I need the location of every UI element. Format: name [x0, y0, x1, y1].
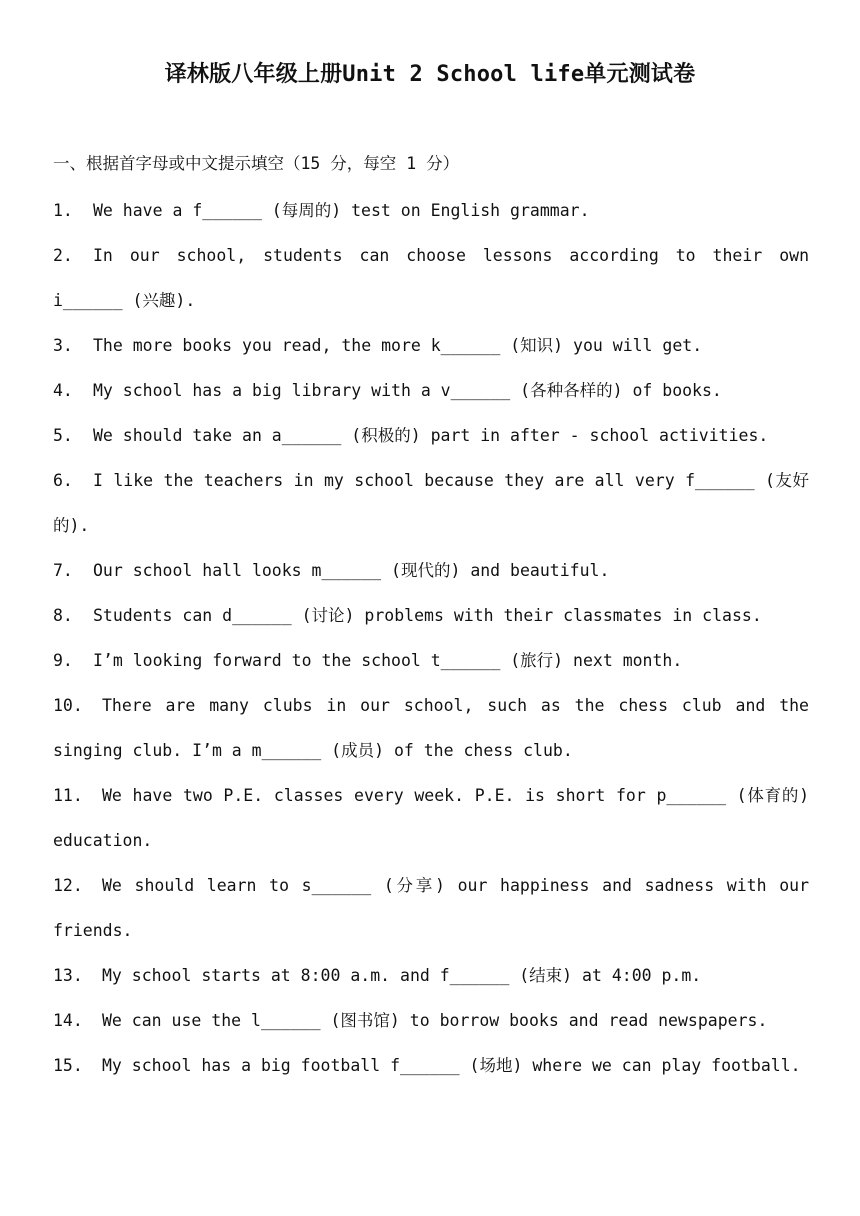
- question-11: [53, 773, 809, 863]
- question-text: In our school, students can choose lessons according to their own i______ (兴趣).: [53, 246, 809, 310]
- question-3: [53, 323, 809, 368]
- question-text: We can use the l______ (图书馆) to borrow books and read newspapers.: [102, 1011, 768, 1030]
- question-text: There are many clubs in our school, such as the chess club and the singing club. I’m a m______ (成员) of the chess club.: [53, 696, 809, 760]
- question-text: Our school hall looks m______ (现代的) and beautiful.: [93, 561, 610, 580]
- question-text: We should take an a______ (积极的) part in after - school activities.: [93, 426, 769, 445]
- question-2: [53, 233, 809, 323]
- document-title: 译林版八年级上册Unit 2 School life单元测试卷: [164, 62, 696, 87]
- question-number: 1.: [53, 201, 73, 220]
- question-10: [53, 683, 809, 773]
- question-text: The more books you read, the more k______ (知识) you will get.: [93, 336, 703, 355]
- question-number: 15.: [53, 1056, 83, 1075]
- question-7: [53, 548, 809, 593]
- question-number: 6.: [53, 471, 73, 490]
- question-number: 3.: [53, 336, 73, 355]
- question-1: [53, 188, 809, 233]
- question-number: 8.: [53, 606, 73, 625]
- question-5: [53, 413, 809, 458]
- question-text: I like the teachers in my school because they are all very f______ (友好的).: [53, 471, 809, 535]
- question-text: My school has a big football f______ (场地) where we can play football.: [102, 1056, 801, 1075]
- question-text: We have two P.E. classes every week. P.E. is short for p______ (体育的) education.: [53, 786, 809, 850]
- question-number: 4.: [53, 381, 73, 400]
- question-number: 9.: [53, 651, 73, 670]
- question-8: [53, 593, 809, 638]
- question-number: 7.: [53, 561, 73, 580]
- section-heading: 一、根据首字母或中文提示填空（15 分，每空 1 分）: [53, 154, 460, 173]
- question-number: 2.: [53, 246, 73, 265]
- question-6: [53, 458, 809, 548]
- question-9: [53, 638, 809, 683]
- question-text: Students can d______ (讨论) problems with their classmates in class.: [93, 606, 762, 625]
- question-number: 5.: [53, 426, 73, 445]
- question-13: [53, 953, 809, 998]
- question-number: 10.: [53, 696, 83, 715]
- question-text: We have a f______ (每周的) test on English grammar.: [93, 201, 590, 220]
- question-text: My school has a big library with a v______ (各种各样的) of books.: [93, 381, 722, 400]
- question-text: I’m looking forward to the school t______ (旅行) next month.: [93, 651, 683, 670]
- question-number: 13.: [53, 966, 83, 985]
- question-text: We should learn to s______ (分享) our happiness and sadness with our friends.: [53, 876, 809, 940]
- question-14: [53, 998, 809, 1043]
- question-number: 14.: [53, 1011, 83, 1030]
- question-text: My school starts at 8:00 a.m. and f______ (结束) at 4:00 p.m.: [102, 966, 702, 985]
- question-12: [53, 863, 809, 953]
- question-15: [53, 1043, 809, 1088]
- question-number: 11.: [53, 786, 83, 805]
- question-number: 12.: [53, 876, 83, 895]
- question-4: [53, 368, 809, 413]
